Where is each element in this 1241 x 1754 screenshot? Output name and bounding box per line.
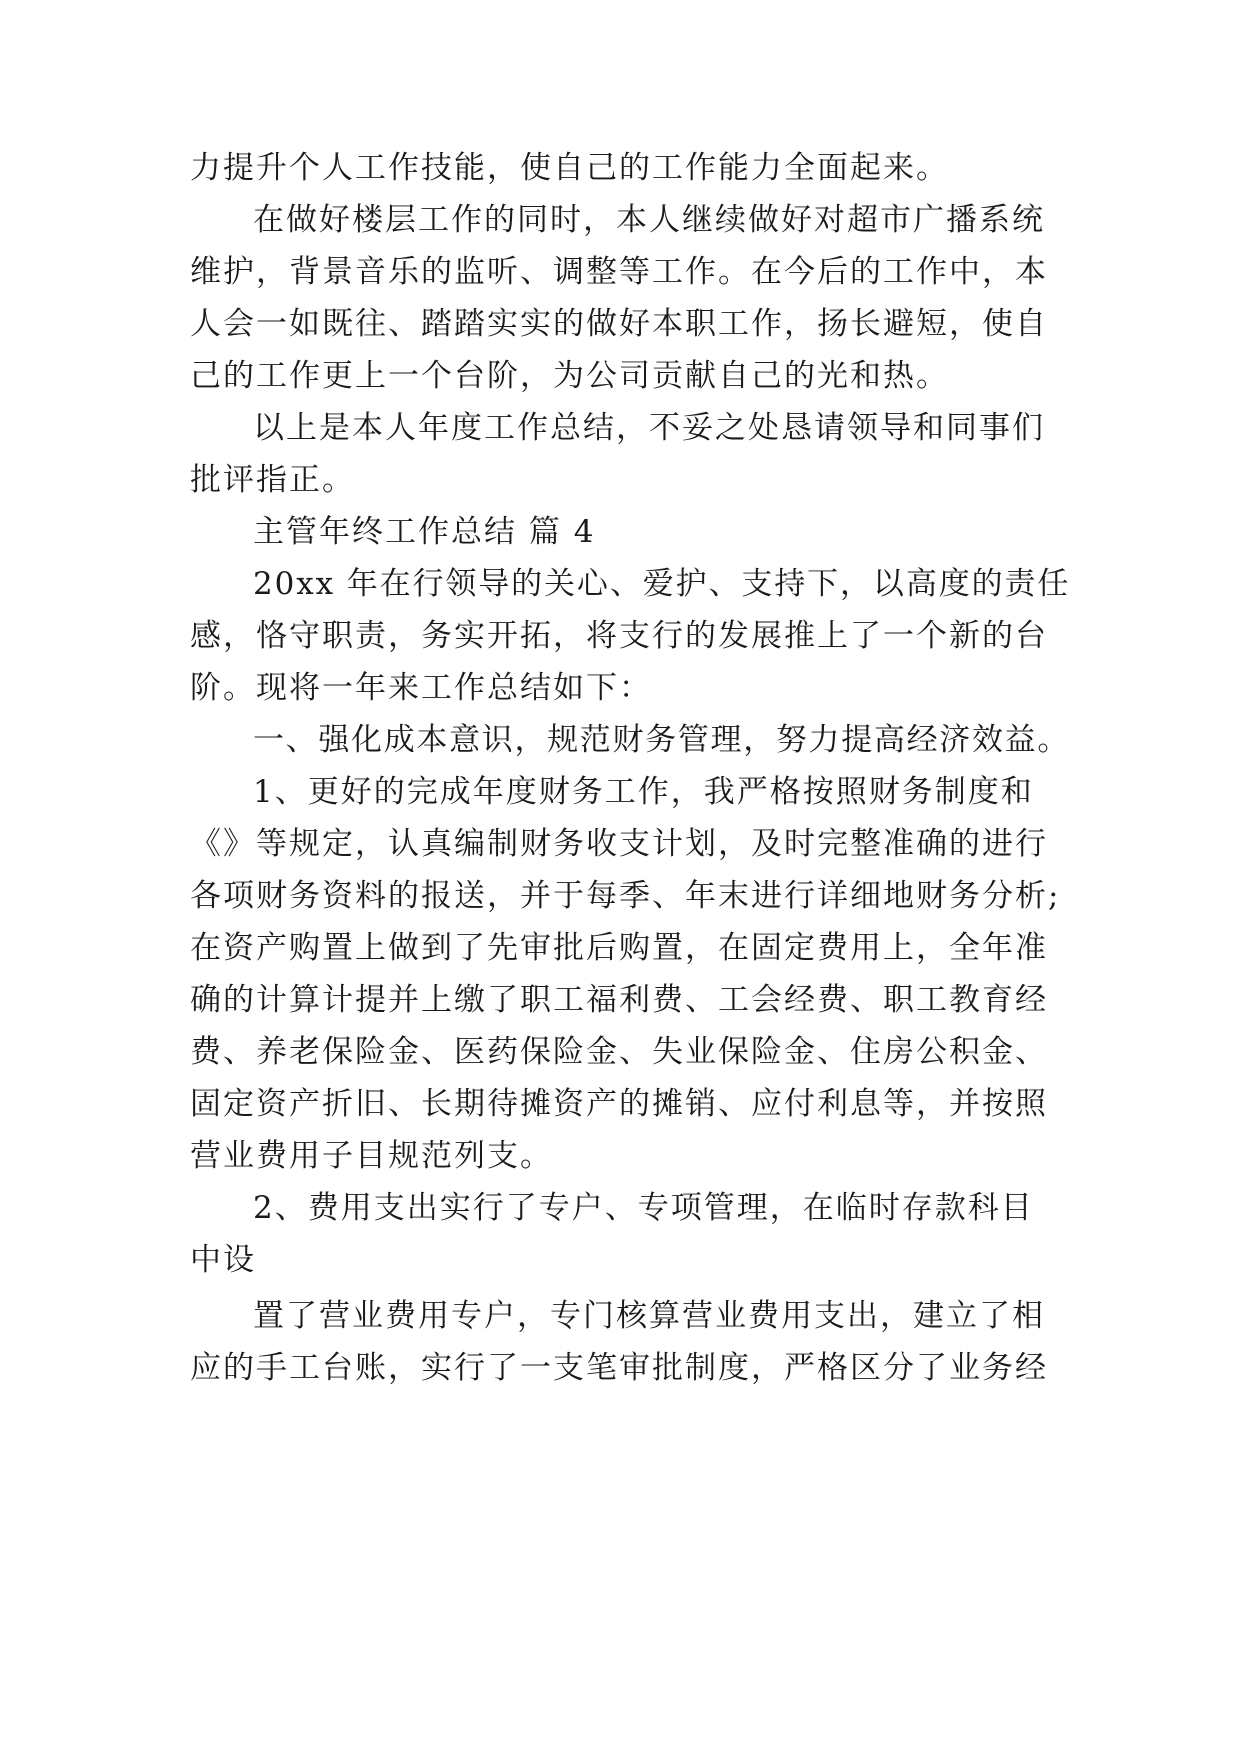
text-line: 中设 [190, 1242, 256, 1278]
text-line: 在资产购置上做到了先审批后购置，在固定费用上，全年准 [190, 930, 1048, 966]
text-line: 营业费用子目规范列支。 [190, 1138, 553, 1174]
text-line: 阶。现将一年来工作总结如下： [190, 670, 652, 706]
text-line: 力提升个人工作技能，使自己的工作能力全面起来。 [190, 150, 949, 186]
text-line: 20xx 年在行领导的关心、爱护、支持下，以高度的责任 [253, 566, 1071, 602]
text-line: 人会一如既往、踏踏实实的做好本职工作，扬长避短，使自 [190, 306, 1048, 342]
text-line: 2、费用支出实行了专户、专项管理，在临时存款科目 [253, 1190, 1034, 1226]
text-line: 应的手工台账，实行了一支笔审批制度，严格区分了业务经 [190, 1350, 1048, 1386]
text-line: 1、更好的完成年度财务工作，我严格按照财务制度和 [253, 774, 1034, 810]
text-line: 各项财务资料的报送，并于每季、年末进行详细地财务分析; [190, 878, 1061, 914]
text-line: 一、强化成本意识，规范财务管理，努力提高经济效益。 [253, 722, 1070, 758]
text-line: 置了营业费用专户，专门核算营业费用支出，建立了相 [253, 1298, 1045, 1334]
text-line: 在做好楼层工作的同时，本人继续做好对超市广播系统 [253, 202, 1045, 238]
section-heading: 主管年终工作总结 篇 4 [253, 514, 596, 550]
text-line: 批评指正。 [190, 462, 355, 498]
text-line: 感，恪守职责，务实开拓，将支行的发展推上了一个新的台 [190, 618, 1048, 654]
text-line: 以上是本人年度工作总结，不妥之处恳请领导和同事们 [253, 410, 1045, 446]
text-line: 维护，背景音乐的监听、调整等工作。在今后的工作中，本 [190, 254, 1048, 290]
text-line: 费、养老保险金、医药保险金、失业保险金、住房公积金、 [190, 1034, 1048, 1070]
text-line: 确的计算计提并上缴了职工福利费、工会经费、职工教育经 [190, 982, 1048, 1018]
text-line: 己的工作更上一个台阶，为公司贡献自己的光和热。 [190, 358, 949, 394]
text-line: 《》等规定，认真编制财务收支计划，及时完整准确的进行 [190, 826, 1048, 862]
text-line: 固定资产折旧、长期待摊资产的摊销、应付利息等，并按照 [190, 1086, 1048, 1122]
